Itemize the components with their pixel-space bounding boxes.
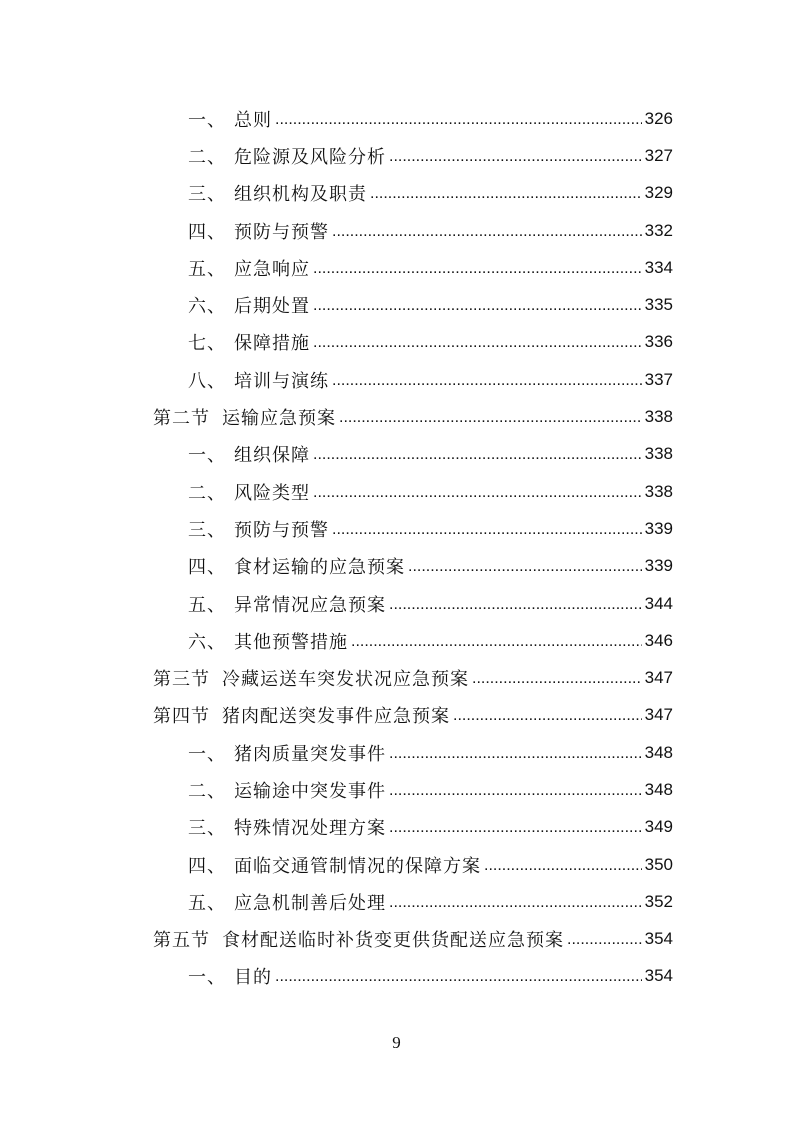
toc-subsection-entry[interactable]	[0, 286, 793, 323]
toc-section-entry[interactable]	[0, 921, 793, 958]
toc-subsection-entry[interactable]	[0, 771, 793, 808]
dot-leader	[332, 372, 642, 390]
toc-entry-title: 应急响应	[234, 258, 310, 280]
toc-entry-title: 特殊情况处理方案	[234, 818, 386, 840]
toc-entry-title: 猪肉配送突发事件应急预案	[222, 706, 450, 728]
toc-entry-page: 335	[644, 295, 673, 315]
toc-entry-number: 五、	[188, 892, 226, 914]
toc-entry-number: 四、	[188, 557, 226, 579]
dot-leader	[370, 185, 642, 203]
dot-leader	[313, 334, 642, 352]
toc-entry-number: 三、	[188, 519, 226, 541]
dot-leader	[389, 745, 642, 763]
toc-entry-page: 349	[644, 817, 673, 837]
toc-entry-number: 二、	[188, 482, 226, 504]
toc-entry-page: 326	[644, 108, 673, 128]
toc-entry-page: 348	[644, 742, 673, 762]
toc-entry-title: 培训与演练	[234, 370, 329, 392]
toc-section-entry[interactable]	[0, 659, 793, 696]
dot-leader	[313, 446, 642, 464]
toc-entry-page: 338	[644, 407, 673, 427]
toc-entry-title: 食材配送临时补货变更供货配送应急预案	[222, 930, 564, 952]
toc-entry-number: 六、	[188, 296, 226, 318]
toc-entry-page: 327	[644, 145, 673, 165]
toc-entry-title: 其他预警措施	[234, 631, 348, 653]
toc-entry-title: 食材运输的应急预案	[234, 557, 405, 579]
toc-entry-title: 异常情况应急预案	[234, 594, 386, 616]
toc-subsection-entry[interactable]	[0, 324, 793, 361]
toc-subsection-entry[interactable]	[0, 734, 793, 771]
toc-subsection-entry[interactable]	[0, 510, 793, 547]
toc-entry-page: 338	[644, 444, 673, 464]
dot-leader	[313, 297, 642, 315]
toc-entry-number: 四、	[188, 221, 226, 243]
toc-entry-number: 三、	[188, 184, 226, 206]
toc-entry-title: 目的	[234, 967, 272, 989]
toc-entry-number: 一、	[188, 109, 226, 131]
toc-entry-title: 运输应急预案	[222, 408, 336, 430]
toc-entry-number: 六、	[188, 631, 226, 653]
toc-entry-number: 一、	[188, 743, 226, 765]
toc-entry-page: 346	[644, 630, 673, 650]
toc-subsection-entry[interactable]	[0, 846, 793, 883]
dot-leader	[389, 782, 642, 800]
toc-subsection-entry[interactable]	[0, 100, 793, 137]
toc-entry-number: 第二节	[153, 408, 210, 430]
toc-entry-number: 七、	[188, 333, 226, 355]
toc-subsection-entry[interactable]	[0, 473, 793, 510]
toc-section-entry[interactable]	[0, 398, 793, 435]
table-of-contents	[0, 100, 793, 995]
toc-entry-number: 一、	[188, 445, 226, 467]
toc-entry-page: 354	[644, 929, 673, 949]
toc-subsection-entry[interactable]	[0, 622, 793, 659]
toc-entry-page: 329	[644, 183, 673, 203]
dot-leader	[453, 707, 642, 725]
dot-leader	[339, 409, 642, 427]
toc-entry-title: 冷藏运送车突发状况应急预案	[222, 669, 469, 691]
toc-subsection-entry[interactable]	[0, 809, 793, 846]
toc-entry-page: 348	[644, 779, 673, 799]
toc-subsection-entry[interactable]	[0, 585, 793, 622]
toc-subsection-entry[interactable]	[0, 436, 793, 473]
toc-entry-page: 336	[644, 332, 673, 352]
toc-entry-page: 354	[644, 966, 673, 986]
toc-entry-number: 第五节	[153, 930, 210, 952]
toc-entry-title: 后期处置	[234, 296, 310, 318]
toc-entry-title: 组织机构及职责	[234, 184, 367, 206]
toc-entry-page: 347	[644, 668, 673, 688]
dot-leader	[567, 931, 642, 949]
toc-entry-title: 面临交通管制情况的保障方案	[234, 855, 481, 877]
toc-entry-number: 二、	[188, 146, 226, 168]
dot-leader	[275, 968, 642, 986]
toc-entry-title: 风险类型	[234, 482, 310, 504]
toc-entry-number: 八、	[188, 370, 226, 392]
toc-subsection-entry[interactable]	[0, 548, 793, 585]
toc-entry-number: 二、	[188, 780, 226, 802]
toc-subsection-entry[interactable]	[0, 249, 793, 286]
toc-entry-title: 猪肉质量突发事件	[234, 743, 386, 765]
dot-leader	[389, 819, 642, 837]
dot-leader	[332, 223, 642, 241]
dot-leader	[484, 857, 642, 875]
toc-entry-title: 运输途中突发事件	[234, 780, 386, 802]
dot-leader	[351, 633, 642, 651]
toc-entry-number: 第三节	[153, 669, 210, 691]
toc-entry-number: 第四节	[153, 706, 210, 728]
toc-subsection-entry[interactable]	[0, 137, 793, 174]
dot-leader	[275, 111, 642, 129]
toc-entry-page: 332	[644, 220, 673, 240]
toc-subsection-entry[interactable]	[0, 883, 793, 920]
toc-entry-title: 危险源及风险分析	[234, 146, 386, 168]
dot-leader	[389, 894, 642, 912]
dot-leader	[408, 558, 642, 576]
toc-section-entry[interactable]	[0, 697, 793, 734]
toc-entry-title: 应急机制善后处理	[234, 892, 386, 914]
toc-entry-title: 保障措施	[234, 333, 310, 355]
dot-leader	[313, 260, 642, 278]
toc-entry-number: 五、	[188, 594, 226, 616]
dot-leader	[332, 521, 642, 539]
toc-entry-title: 组织保障	[234, 445, 310, 467]
toc-entry-number: 四、	[188, 855, 226, 877]
toc-entry-page: 334	[644, 257, 673, 277]
toc-entry-title: 预防与预警	[234, 221, 329, 243]
toc-subsection-entry[interactable]	[0, 361, 793, 398]
toc-entry-page: 339	[644, 518, 673, 538]
toc-entry-page: 344	[644, 593, 673, 613]
toc-entry-page: 350	[644, 854, 673, 874]
dot-leader	[389, 148, 642, 166]
toc-entry-page: 337	[644, 369, 673, 389]
dot-leader	[389, 596, 642, 614]
toc-entry-page: 338	[644, 481, 673, 501]
toc-entry-page: 347	[644, 705, 673, 725]
toc-entry-title: 预防与预警	[234, 519, 329, 541]
toc-entry-page: 339	[644, 556, 673, 576]
toc-entry-title: 总则	[234, 109, 272, 131]
toc-subsection-entry[interactable]	[0, 958, 793, 995]
toc-entry-number: 一、	[188, 967, 226, 989]
toc-entry-number: 五、	[188, 258, 226, 280]
toc-entry-page: 352	[644, 891, 673, 911]
toc-subsection-entry[interactable]	[0, 175, 793, 212]
dot-leader	[472, 670, 642, 688]
toc-entry-number: 三、	[188, 818, 226, 840]
dot-leader	[313, 484, 642, 502]
page-number: 9	[392, 1033, 401, 1052]
toc-subsection-entry[interactable]	[0, 212, 793, 249]
